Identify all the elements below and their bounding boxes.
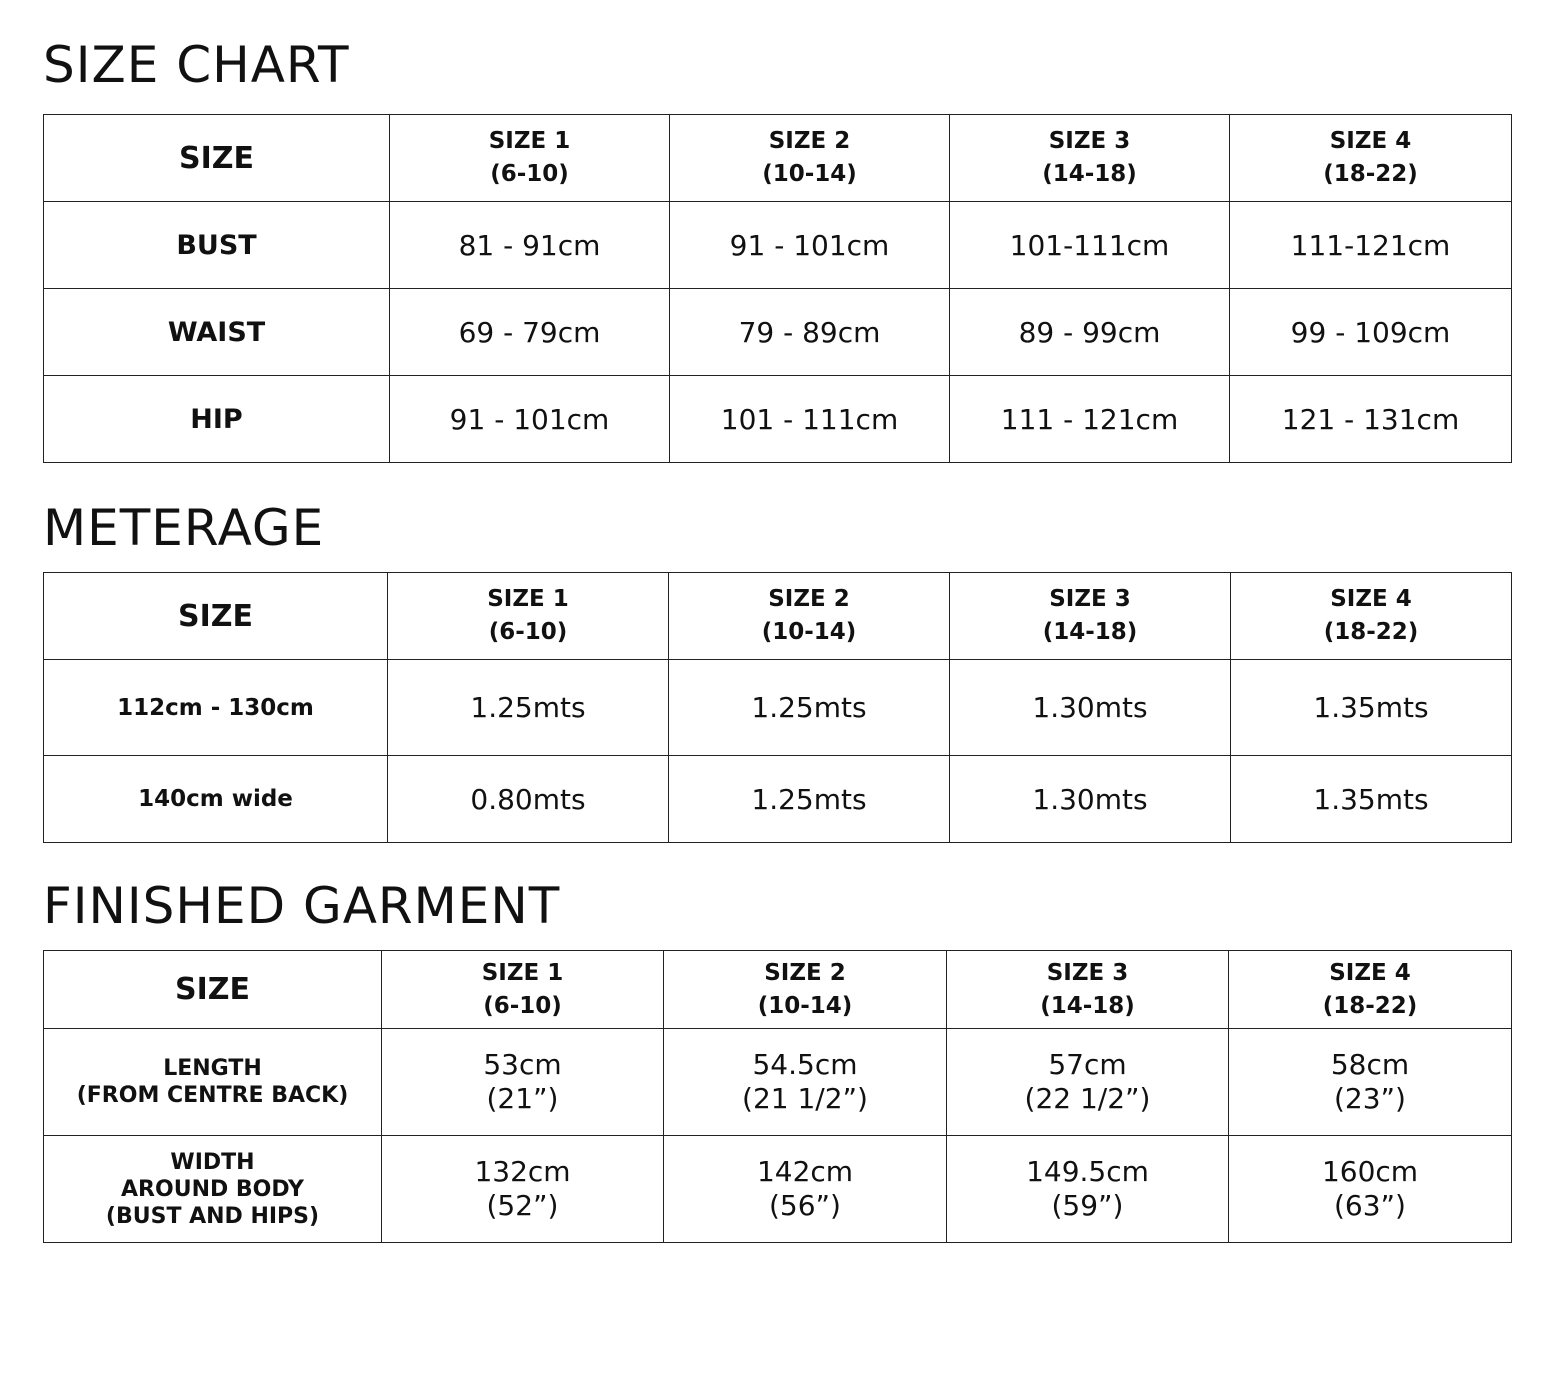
size-name: SIZE 1	[481, 959, 564, 986]
finished-garment-col-header	[947, 951, 1229, 1029]
imperial-value: (21”)	[486, 1082, 559, 1115]
size-name: SIZE 4	[1329, 128, 1412, 154]
size-chart-col-header	[1230, 115, 1512, 202]
table-cell: 69 - 79cm	[390, 289, 670, 376]
imperial-value: (21 1/2”)	[742, 1082, 868, 1115]
imperial-value: (59”)	[1051, 1189, 1124, 1222]
size-range: (10-14)	[757, 992, 853, 1019]
row-label-hip: HIP	[44, 376, 390, 463]
row-label-line: LENGTH	[163, 1056, 262, 1081]
metric-value: 160cm	[1321, 1155, 1419, 1188]
table-cell: 99 - 109cm	[1230, 289, 1512, 376]
table-cell: 0.80mts	[388, 756, 669, 843]
table-cell	[664, 1029, 947, 1136]
row-label-line: (FROM CENTRE BACK)	[76, 1083, 349, 1108]
table-cell	[382, 1136, 664, 1243]
size-chart-col-header	[950, 115, 1230, 202]
size-range: (18-22)	[1322, 992, 1418, 1019]
table-cell: 79 - 89cm	[670, 289, 950, 376]
size-range: (6-10)	[488, 619, 568, 645]
table-cell: 91 - 101cm	[390, 376, 670, 463]
table-cell: 89 - 99cm	[950, 289, 1230, 376]
size-name: SIZE 3	[1046, 959, 1129, 986]
size-name: SIZE 4	[1329, 959, 1411, 986]
finished-garment-col-header	[382, 951, 664, 1029]
size-range: (14-18)	[1040, 992, 1135, 1019]
table-row	[44, 660, 1512, 756]
table-row	[44, 756, 1512, 843]
table-cell: 1.35mts	[1231, 660, 1512, 756]
imperial-value: (56”)	[769, 1189, 841, 1222]
size-name: SIZE 2	[764, 959, 846, 986]
size-name: SIZE 2	[768, 586, 850, 612]
row-label-length	[44, 1029, 382, 1136]
row-label-line: WIDTH	[170, 1149, 255, 1175]
size-range: (14-18)	[1042, 161, 1137, 187]
table-cell	[382, 1029, 664, 1136]
table-cell: 1.25mts	[388, 660, 669, 756]
size-chart-col-header	[670, 115, 950, 202]
table-cell: 111-121cm	[1230, 202, 1512, 289]
size-range: (14-18)	[1042, 619, 1138, 645]
metric-value: 149.5cm	[1026, 1155, 1149, 1188]
table-cell: 81 - 91cm	[390, 202, 670, 289]
finished-garment-header-label: SIZE	[44, 951, 382, 1029]
table-cell: 111 - 121cm	[950, 376, 1230, 463]
row-label-fabric-width: 112cm - 130cm	[44, 660, 388, 756]
table-cell: 101 - 111cm	[670, 376, 950, 463]
imperial-value: (52”)	[486, 1189, 559, 1222]
table-cell: 1.30mts	[950, 756, 1231, 843]
size-name: SIZE 3	[1049, 586, 1131, 612]
table-cell	[947, 1136, 1229, 1243]
metric-value: 132cm	[474, 1155, 571, 1188]
size-name: SIZE 4	[1330, 586, 1412, 612]
size-chart-header-row	[44, 115, 1512, 202]
meterage-col-header	[669, 573, 950, 660]
meterage-col-header	[950, 573, 1231, 660]
table-cell	[1229, 1029, 1512, 1136]
table-cell	[1229, 1136, 1512, 1243]
metric-value: 142cm	[756, 1155, 854, 1188]
table-cell: 1.30mts	[950, 660, 1231, 756]
table-cell: 101-111cm	[950, 202, 1230, 289]
size-chart-table	[43, 114, 1512, 463]
meterage-col-header	[1231, 573, 1512, 660]
imperial-value: (23”)	[1334, 1082, 1406, 1115]
table-cell: 1.35mts	[1231, 756, 1512, 843]
size-range: (10-14)	[761, 619, 857, 645]
table-row	[44, 1029, 1512, 1136]
row-label-fabric-width: 140cm wide	[44, 756, 388, 843]
row-label-waist: WAIST	[44, 289, 390, 376]
row-label-line: (BUST AND HIPS)	[105, 1203, 320, 1229]
size-chart-header-label: SIZE	[44, 115, 390, 202]
size-name: SIZE 2	[768, 128, 851, 154]
table-cell	[947, 1029, 1229, 1136]
imperial-value: (22 1/2”)	[1024, 1082, 1151, 1115]
size-range: (18-22)	[1323, 619, 1419, 645]
size-range: (6-10)	[483, 992, 562, 1019]
table-cell	[664, 1136, 947, 1243]
size-name: SIZE 3	[1048, 128, 1131, 154]
imperial-value: (63”)	[1334, 1189, 1406, 1222]
metric-value: 57cm	[1048, 1048, 1127, 1081]
size-chart-col-header	[390, 115, 670, 202]
finished-garment-col-header	[664, 951, 947, 1029]
metric-value: 53cm	[483, 1048, 562, 1081]
size-chart-title: SIZE CHART	[43, 36, 350, 94]
table-row	[44, 202, 1512, 289]
finished-garment-table	[43, 950, 1512, 1243]
row-label-bust: BUST	[44, 202, 390, 289]
table-row	[44, 1136, 1512, 1243]
row-label-width	[44, 1136, 382, 1243]
table-cell: 1.25mts	[669, 756, 950, 843]
metric-value: 58cm	[1330, 1048, 1410, 1081]
size-range: (18-22)	[1323, 161, 1418, 187]
size-range: (6-10)	[490, 161, 569, 187]
finished-garment-title: FINISHED GARMENT	[43, 877, 561, 935]
meterage-header-label: SIZE	[44, 573, 388, 660]
table-row	[44, 289, 1512, 376]
table-cell: 121 - 131cm	[1230, 376, 1512, 463]
metric-value: 54.5cm	[752, 1048, 858, 1081]
size-name: SIZE 1	[487, 586, 569, 612]
finished-garment-col-header	[1229, 951, 1512, 1029]
meterage-col-header	[388, 573, 669, 660]
row-label-line: AROUND BODY	[121, 1176, 304, 1202]
finished-garment-header-row	[44, 951, 1512, 1029]
table-row	[44, 376, 1512, 463]
size-name: SIZE 1	[488, 128, 571, 154]
table-cell: 1.25mts	[669, 660, 950, 756]
meterage-title: METERAGE	[43, 499, 325, 557]
meterage-table	[43, 572, 1512, 843]
table-cell: 91 - 101cm	[670, 202, 950, 289]
meterage-header-row	[44, 573, 1512, 660]
size-range: (10-14)	[762, 161, 857, 187]
